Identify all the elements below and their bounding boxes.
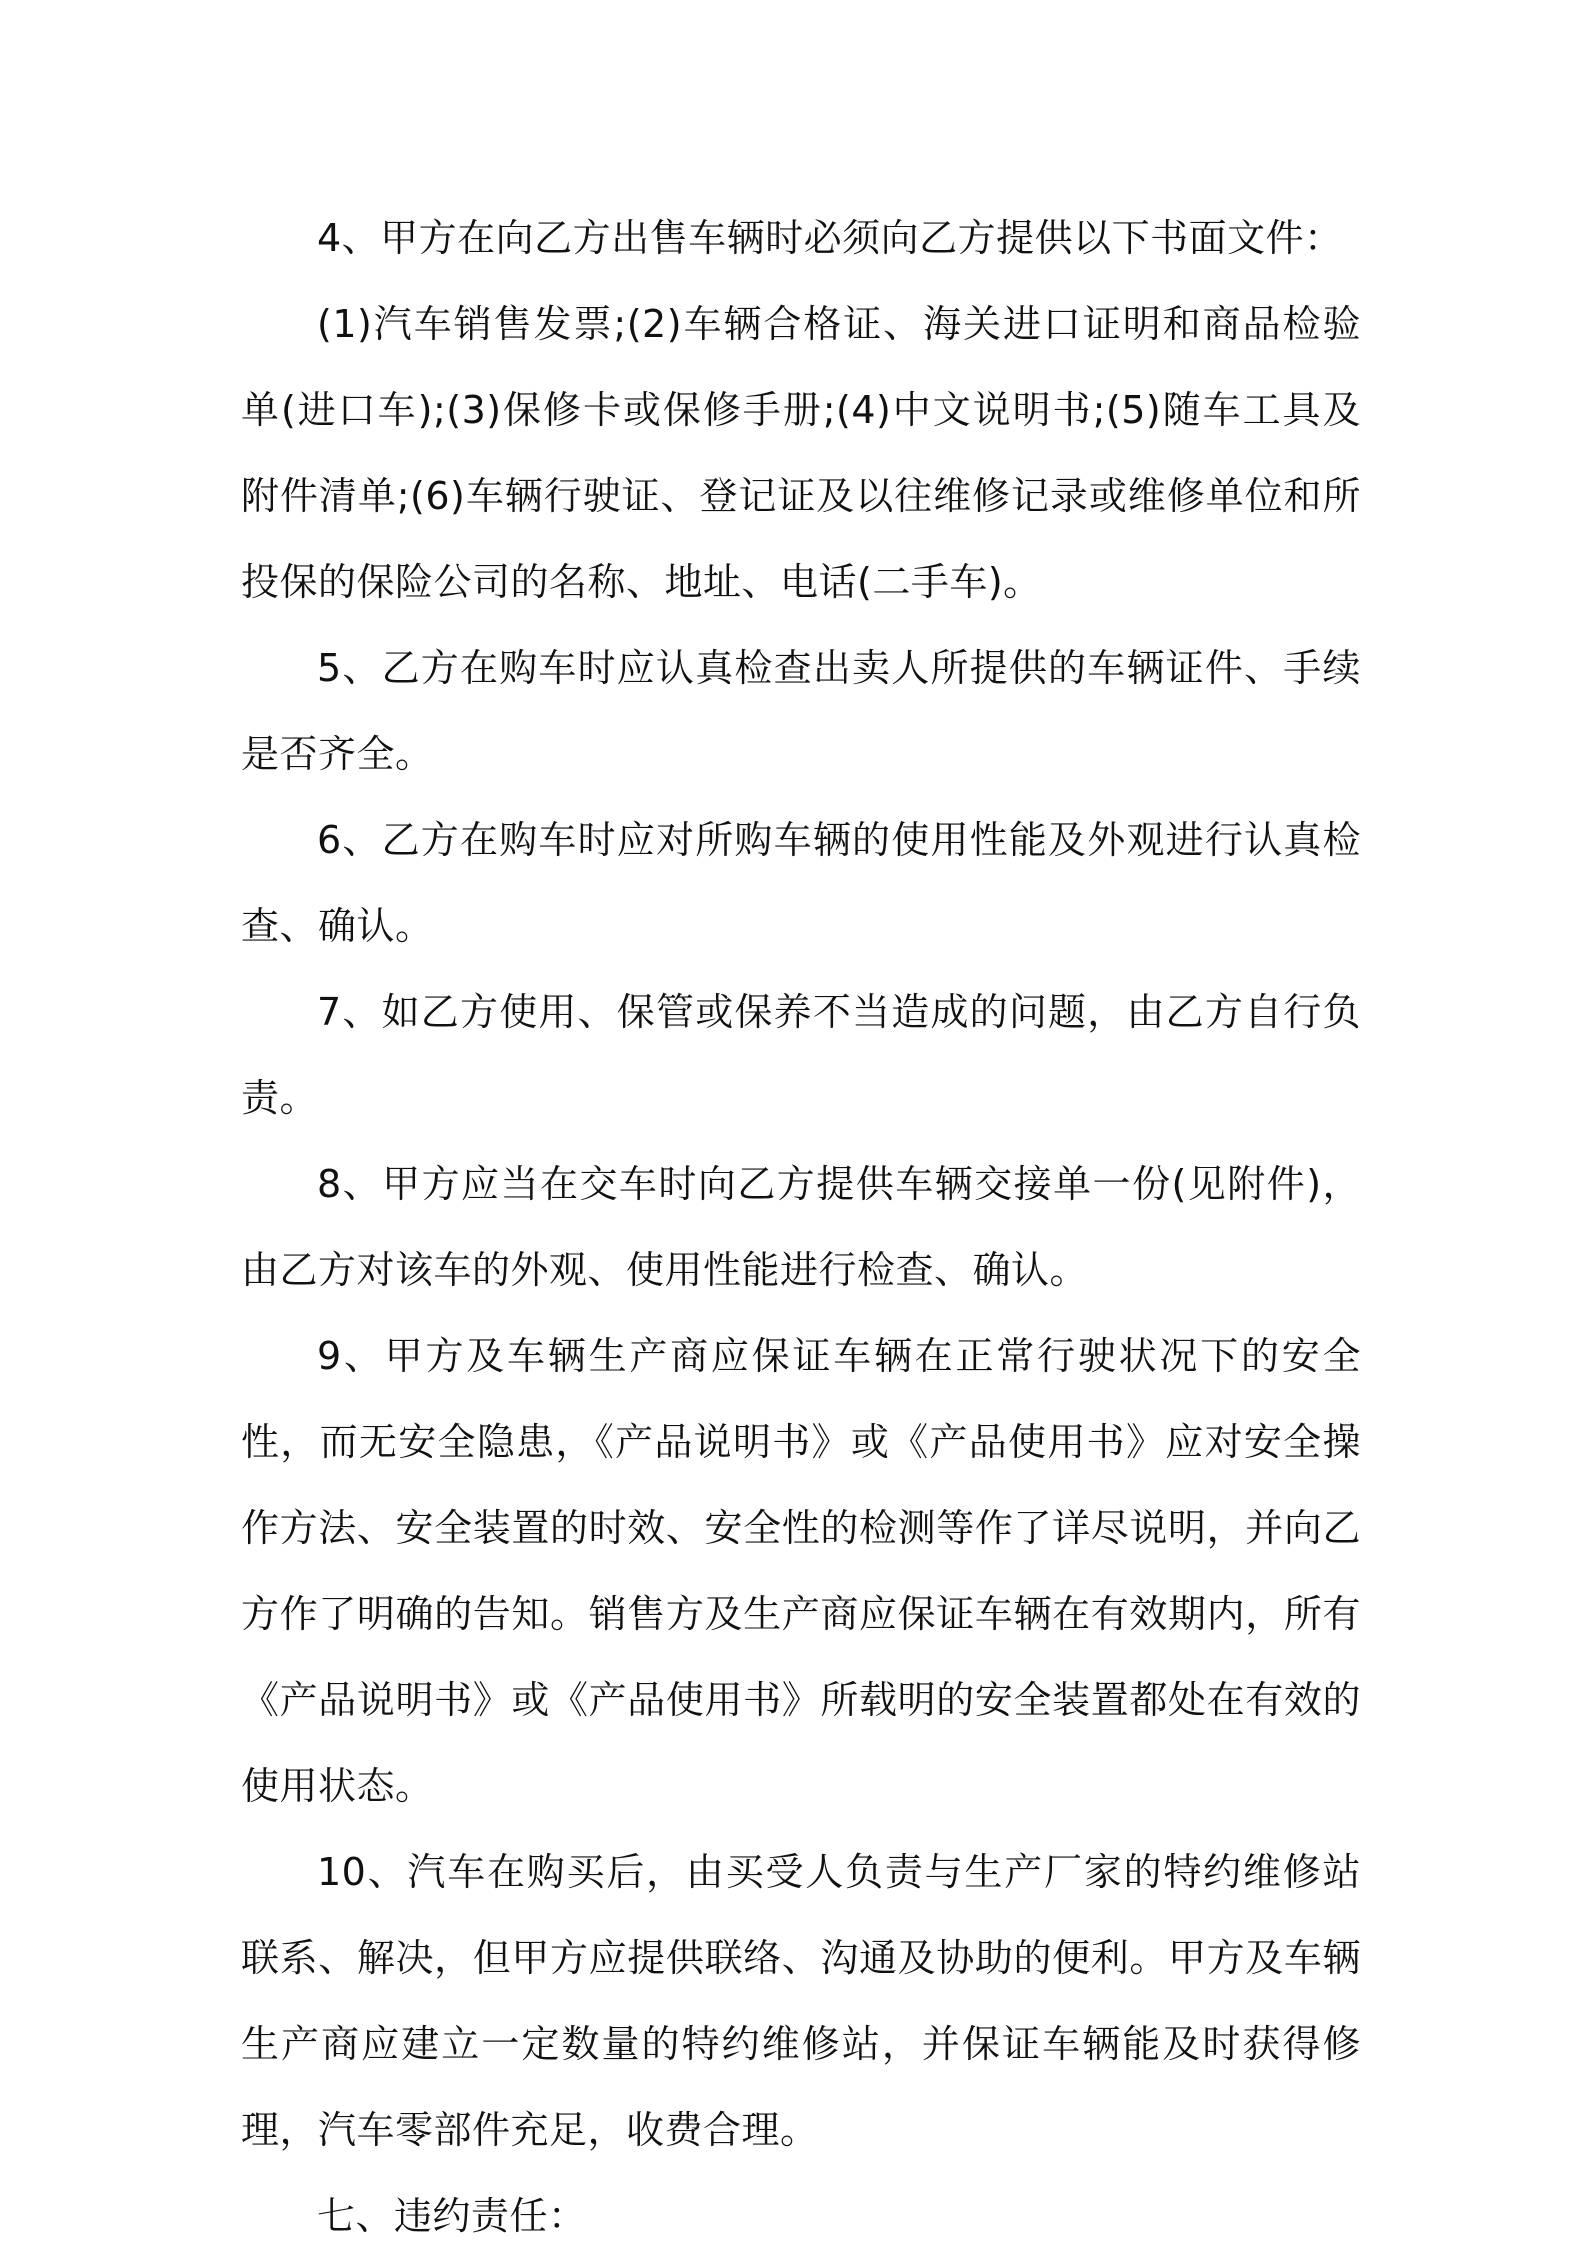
paragraph-documents-list: (1)汽车销售发票;(2)车辆合格证、海关进口证明和商品检验单(进口车);(3)保修卡或保修手册;(4)中文说明书;(5)随车工具及附件清单;(6)车辆行驶证、登记证及以往维修记录或维修单位和所投保的保险公司的名称、地址、电话(二手车)。 <box>241 302 1361 604</box>
paragraph-item-8: 8、甲方应当在交车时向乙方提供车辆交接单一份(见附件)，由乙方对该车的外观、使用性能进行检查、确认。 <box>241 1162 1361 1292</box>
paragraph-item-7: 7、如乙方使用、保管或保养不当造成的问题，由乙方自行负责。 <box>241 990 1361 1120</box>
paragraph-item-4: 4、甲方在向乙方出售车辆时必须向乙方提供以下书面文件： <box>317 216 1343 260</box>
paragraph-item-9: 9、甲方及车辆生产商应保证车辆在正常行驶状况下的安全性，而无安全隐患，《产品说明书》或《产品使用书》应对安全操作方法、安全装置的时效、安全性的检测等作了详尽说明，并向乙方作了明确的告知。销售方及生产商应保证车辆在有效期内，所有《产品说明书》或《产品使用书》所载明的安全装置都处在有效的使用状态。 <box>241 1334 1361 1808</box>
paragraph-item-6: 6、乙方在购车时应对所购车辆的使用性能及外观进行认真检查、确认。 <box>241 818 1361 948</box>
paragraph-item-10: 10、汽车在购买后，由买受人负责与生产厂家的特约维修站联系、解决，但甲方应提供联络、沟通及协助的便利。甲方及车辆生产商应建立一定数量的特约维修站，并保证车辆能及时获得修理，汽车零部件充足，收费合理。 <box>241 1850 1361 2152</box>
paragraph-item-5: 5、乙方在购车时应认真检查出卖人所提供的车辆证件、手续是否齐全。 <box>241 646 1361 776</box>
document-page <box>241 195 1361 2259</box>
section-heading-breach-liability: 七、违约责任： <box>317 2194 587 2238</box>
